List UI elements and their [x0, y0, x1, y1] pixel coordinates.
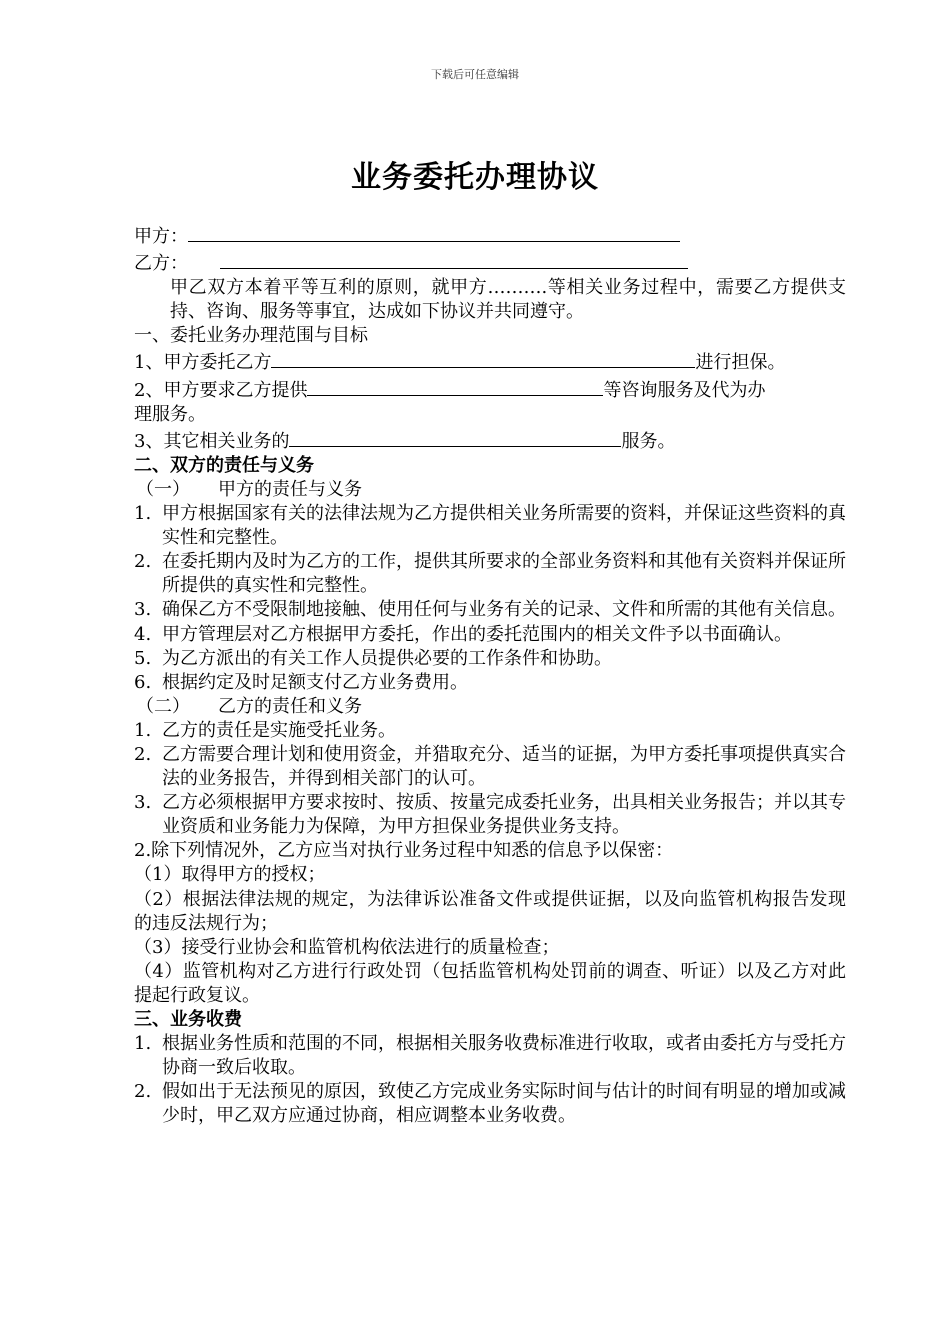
list-item [134, 791, 846, 839]
section3-heading: 三、业务收费 [134, 1009, 242, 1030]
list-item [134, 647, 846, 671]
party-b-label: 乙方： [134, 253, 188, 275]
item-text: 在委托期内及时为乙方的工作，提供其所要求的全部业务资料和其他有关资料并保证所所提供的真实性和完整性。 [162, 551, 846, 597]
item-text: 甲方根据国家有关的法律法规为乙方提供相关业务所需要的资料，并保证这些资料的真实性和完整性。 [162, 503, 846, 549]
section1-item3-prefix: 3、其它相关业务的 [134, 430, 290, 452]
section2-sub1-heading [134, 478, 846, 502]
header-note: 下载后可任意编辑 [431, 68, 519, 81]
party-b-blank[interactable] [220, 249, 688, 269]
item-text: 假如出于无法预见的原因，致使乙方完成业务实际时间与估计的时间有明显的增加或减少时，甲乙双方应通过协商，相应调整本业务收费。 [162, 1081, 846, 1127]
sub2-title: 乙方的责任和义务 [218, 695, 362, 717]
item-text: 根据约定及时足额支付乙方业务费用。 [162, 671, 468, 693]
list-item [134, 550, 846, 598]
section1-item3 [134, 427, 846, 454]
sub2-label: （二） [136, 695, 190, 717]
item-number: 2. [134, 1081, 152, 1103]
sub1-list [134, 502, 846, 695]
section1-item2-suffix: 等咨询服务及代为办 [603, 379, 766, 401]
section1-item1-suffix: 进行担保。 [695, 352, 786, 374]
section1-item3-blank[interactable] [289, 427, 621, 447]
list-item [134, 1032, 846, 1080]
list-item [134, 502, 846, 550]
party-a-blank[interactable] [188, 222, 680, 242]
sub1-title: 甲方的责任与义务 [218, 478, 362, 500]
list-item [134, 671, 846, 695]
sub2-list [134, 719, 846, 839]
party-b-line [134, 249, 846, 276]
section1-item2-prefix: 2、甲方要求乙方提供 [134, 379, 308, 401]
list-item [134, 719, 846, 743]
list-item [134, 623, 846, 647]
intro-text: 甲乙双方本着平等互利的原则，就甲方……….等相关业务过程中，需要乙方提供支持、咨询、服务等事宜，达成如下协议并共同遵守。 [170, 277, 846, 323]
section1-item2-cont: 理服务。 [134, 403, 206, 425]
party-a-label: 甲方： [134, 226, 188, 247]
item-text: 为乙方派出的有关工作人员提供必要的工作条件和协助。 [162, 647, 612, 669]
list-item: （2）根据法律法规的规定，为法律诉讼准备文件或提供证据，以及向监管机构报告发现的违反法规行为； [134, 888, 846, 934]
section1-item3-suffix: 服务。 [621, 430, 676, 452]
section1-heading: 一、委托业务办理范围与目标 [134, 325, 368, 347]
section2-heading: 二、双方的责任与义务 [134, 454, 314, 476]
section1-item2 [134, 376, 846, 403]
list-item: （1）取得甲方的授权； [134, 864, 326, 886]
item-text: 确保乙方不受限制地接触、使用任何与业务有关的记录、文件和所需的其他有关信息。 [162, 599, 846, 621]
intro-paragraph [134, 276, 846, 324]
party-a-line [134, 222, 846, 249]
list-item [134, 598, 846, 622]
document-body [134, 222, 846, 1128]
item-number: 5. [134, 647, 152, 669]
section3-list [134, 1032, 846, 1128]
item-text: 乙方必须根据甲方要求按时、按质、按量完成委托业务，出具相关业务报告；并以其专业资质和业务能力为保障，为甲方担保业务提供业务支持。 [162, 792, 846, 838]
item-number: 6. [134, 671, 152, 693]
document-title: 业务委托办理协议 [351, 160, 599, 195]
item-number: 1. [134, 719, 152, 741]
list-item [134, 743, 846, 791]
item-number: 1. [134, 1033, 152, 1055]
section1-item2-blank[interactable] [307, 376, 603, 396]
confidentiality-clause: 2.除下列情况外，乙方应当对执行业务过程中知悉的信息予以保密： [134, 840, 674, 862]
confidentiality-list [134, 863, 846, 1008]
list-item: （4）监管机构对乙方进行行政处罚（包括监管机构处罚前的调查、听证）以及乙方对此提起行政复议。 [134, 960, 846, 1006]
section1-item1-blank[interactable] [271, 348, 695, 368]
list-item: （3）接受行业协会和监管机构依法进行的质量检查； [134, 936, 560, 958]
item-text: 甲方管理层对乙方根据甲方委托，作出的委托范围内的相关文件予以书面确认。 [162, 623, 792, 645]
item-number: 2. [134, 551, 152, 573]
item-number: 4. [134, 623, 152, 645]
section1-item1 [134, 348, 846, 375]
item-number: 2. [134, 743, 152, 765]
sub1-label: （一） [136, 478, 190, 500]
section1-item1-prefix: 1、甲方委托乙方 [134, 352, 272, 374]
item-text: 根据业务性质和范围的不同，根据相关服务收费标准进行收取，或者由委托方与受托方协商一致后收取。 [162, 1033, 846, 1079]
item-number: 3. [134, 792, 152, 814]
item-text: 乙方需要合理计划和使用资金，并猎取充分、适当的证据，为甲方委托事项提供真实合法的业务报告，并得到相关部门的认可。 [162, 743, 846, 790]
list-item [134, 1080, 846, 1128]
item-number: 3. [134, 599, 152, 621]
item-text: 乙方的责任是实施受托业务。 [162, 719, 396, 741]
section2-sub2-heading [134, 695, 846, 719]
item-number: 1. [134, 503, 152, 525]
